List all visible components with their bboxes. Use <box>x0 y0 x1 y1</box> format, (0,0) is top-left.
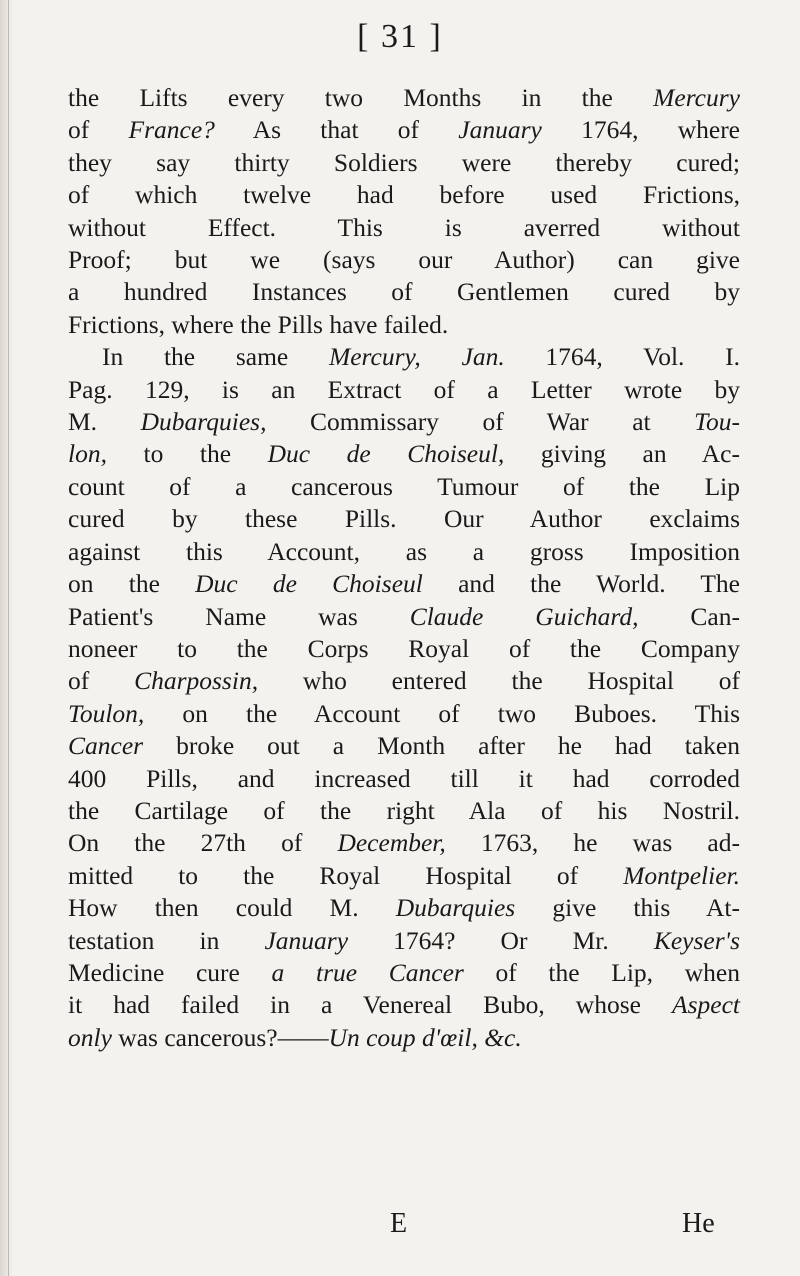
italic-run: lon, <box>68 439 107 469</box>
text-run: noneer to the Corps Royal of the Company <box>68 633 740 663</box>
text-run: In the same <box>102 342 329 372</box>
text-run: and the World. The <box>422 569 740 599</box>
text-line <box>68 827 740 859</box>
text-run: 1764, Vol. I. <box>504 342 740 372</box>
text-run: Proof; but we (says our Author) can give <box>68 245 740 275</box>
text-run: it had failed in a Venereal Bubo, whose <box>68 990 673 1020</box>
text-line <box>68 892 740 924</box>
text-line <box>68 989 740 1021</box>
text-line <box>68 341 740 373</box>
italic-run: Mercury, Jan. <box>328 342 505 372</box>
italic-run: Duc de Choiseul <box>195 569 423 599</box>
italic-run: Mercury <box>653 83 740 112</box>
text-run: cured by these Pills. Our Author exclaims <box>68 504 740 534</box>
text-run: Frictions, where the Pills have failed. <box>68 309 449 339</box>
text-run: of <box>68 666 135 696</box>
italic-run: Aspect <box>672 990 740 1020</box>
text-run: 1764? Or Mr. <box>348 925 654 955</box>
page-edge <box>0 0 14 1276</box>
italic-run: Claude Guichard, <box>409 601 639 631</box>
text-run: Can- <box>638 601 740 631</box>
text-line <box>68 536 740 568</box>
text-run: against this Account, as a gross Imposition <box>68 536 740 566</box>
italic-run: Toulon, <box>68 698 145 728</box>
text-run: on the Account of two Buboes. This <box>144 698 740 728</box>
text-line <box>68 114 740 146</box>
text-run: Commissary of War at <box>266 407 695 437</box>
text-run: mitted to the Royal Hospital of <box>68 860 624 890</box>
italic-run: Duc de Choiseul, <box>267 439 505 469</box>
text-line <box>68 212 740 244</box>
text-run: 1764, where <box>541 115 740 145</box>
text-run: count of a cancerous Tumour of the Lip <box>68 471 740 501</box>
text-line <box>68 957 740 989</box>
text-run: 1763, he was ad- <box>445 828 740 858</box>
body-text <box>68 82 740 1054</box>
text-run: testation in <box>68 925 265 955</box>
text-line <box>68 860 740 892</box>
page-number: [ 31 ] <box>357 18 443 55</box>
text-run: who entered the Hospital of <box>258 666 740 696</box>
italic-run: January <box>458 115 542 145</box>
italic-run: France? <box>128 115 215 145</box>
text-run: 400 Pills, and increased till it had corroded <box>68 763 740 793</box>
text-line <box>68 147 740 179</box>
italic-run: Un coup d'œil, &c. <box>328 1022 522 1052</box>
text-run: of which twelve had before used Frictions, <box>68 180 740 210</box>
text-line <box>68 925 740 957</box>
text-line <box>68 503 740 535</box>
italic-run: December, <box>337 828 446 858</box>
text-line <box>68 82 740 114</box>
text-line <box>68 730 740 762</box>
text-line <box>68 763 740 795</box>
italic-run: Cancer <box>68 731 144 761</box>
text-line <box>68 1022 740 1054</box>
text-run: How then could M. <box>68 893 396 923</box>
text-run: the Lifts every two Months in the <box>68 83 654 112</box>
text-line <box>68 276 740 308</box>
italic-run: a true Cancer <box>271 957 464 987</box>
text-line <box>68 244 740 276</box>
text-line <box>68 374 740 406</box>
text-line <box>68 179 740 211</box>
text-run: broke out a Month after he had taken <box>143 731 740 761</box>
text-line <box>68 406 740 438</box>
text-run: As that of <box>214 115 459 145</box>
text-line <box>68 601 740 633</box>
text-line <box>68 698 740 730</box>
text-run: giving an Ac- <box>504 439 740 469</box>
text-line <box>68 795 740 827</box>
text-run: they say thirty Soldiers were thereby cured; <box>68 147 740 177</box>
text-line <box>68 665 740 697</box>
italic-run: Keyser's <box>653 925 740 955</box>
italic-run: Dubarquies, <box>140 407 267 437</box>
text-line <box>68 568 740 600</box>
text-run: without Effect. This is averred without <box>68 212 740 242</box>
text-run: Pag. 129, is an Extract of a Letter wrote by <box>68 374 740 404</box>
text-line <box>68 633 740 665</box>
text-run: was cancerous?—— <box>111 1022 329 1052</box>
italic-run: Charpossin, <box>134 666 259 696</box>
italic-run: Tou- <box>694 407 740 437</box>
text-run: M. <box>68 407 141 437</box>
text-run: of the Lip, when <box>463 957 740 987</box>
text-line <box>68 438 740 470</box>
text-run: Patient's Name was <box>68 601 410 631</box>
text-run: On the 27th of <box>68 828 338 858</box>
catchword: He <box>682 1208 715 1239</box>
text-run: the Cartilage of the right Ala of his Nostril. <box>68 795 740 825</box>
text-line <box>68 309 740 341</box>
text-line <box>68 471 740 503</box>
text-run: a hundred Instances of Gentlemen cured by <box>68 277 740 307</box>
text-run: on the <box>68 569 196 599</box>
text-run: to the <box>106 439 268 469</box>
text-run: give this At- <box>515 893 740 923</box>
italic-run: Montpelier. <box>623 860 740 890</box>
italic-run: only <box>68 1022 112 1052</box>
signature-mark: E <box>390 1208 408 1239</box>
text-run: of <box>68 115 129 145</box>
text-run: Medicine cure <box>68 957 272 987</box>
italic-run: Dubarquies <box>395 893 516 923</box>
italic-run: January <box>264 925 349 955</box>
